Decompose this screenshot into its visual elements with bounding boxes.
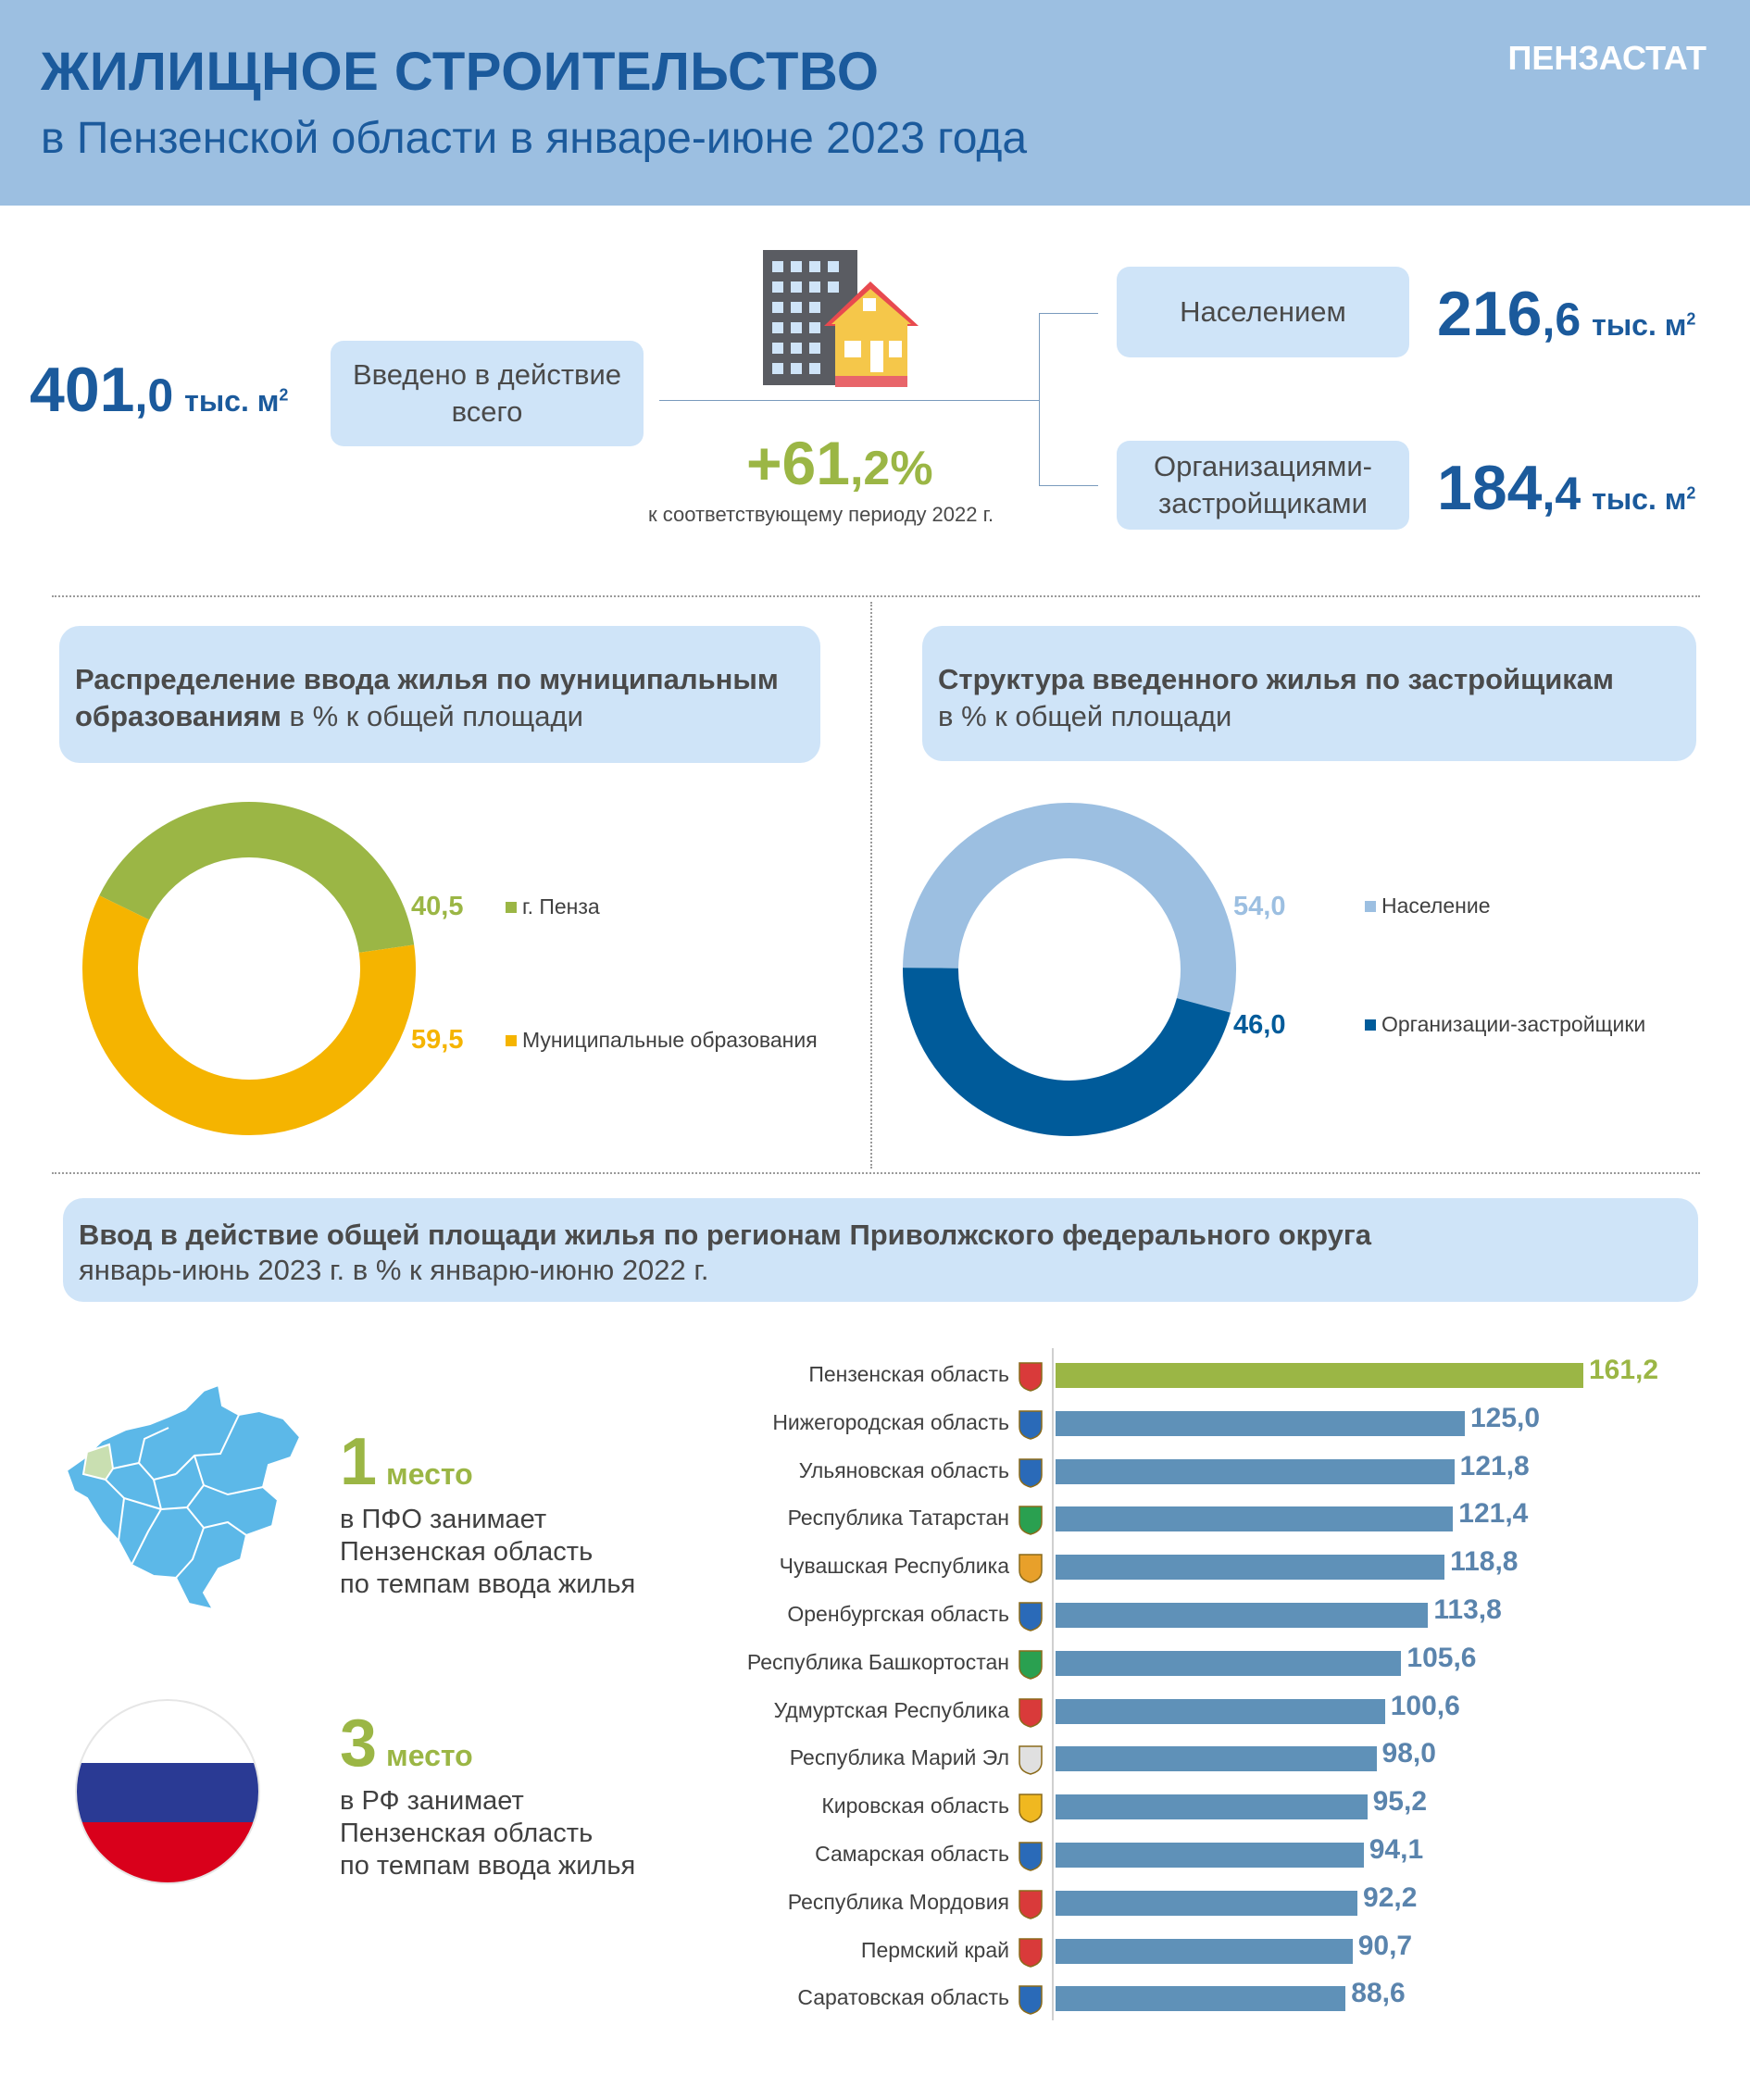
bar (1056, 1699, 1385, 1724)
page-title: ЖИЛИЩНОЕ СТРОИТЕЛЬСТВО (41, 42, 880, 102)
population-label: Населением (1180, 294, 1346, 328)
page-subtitle: в Пензенской области в январе-июне 2023 года (41, 114, 1028, 163)
divider-vertical (870, 602, 872, 1169)
bar (1056, 1363, 1583, 1388)
bar-category-label: Республика Башкортостан (746, 1649, 1009, 1674)
developers-label: Организациями-застройщиками (1154, 449, 1372, 519)
region-emblem-icon (1017, 1792, 1044, 1823)
bar-row (0, 1879, 1750, 1927)
label-developers-value: 46,0 (1233, 1010, 1286, 1040)
legend-developers: Организации-застройщики (1365, 1012, 1645, 1037)
municipal-subtitle: в % к общей площади (281, 700, 583, 733)
total-int: 401 (30, 355, 135, 425)
region-emblem-icon (1017, 1648, 1044, 1680)
region-emblem-icon (1017, 1888, 1044, 1919)
bar-value-label: 100,6 (1390, 1690, 1460, 1721)
bar-row (0, 1782, 1750, 1831)
bar-category-label: Пермский край (860, 1937, 1009, 1962)
bar (1056, 1986, 1345, 2011)
connector-top (1039, 313, 1098, 314)
donut-slice-penza (124, 830, 386, 949)
legend-swatch-municipal (506, 1035, 517, 1046)
legend-swatch-developers (1365, 1019, 1376, 1031)
bar-row (0, 1639, 1750, 1687)
bar-category-label: Ульяновская область (798, 1457, 1009, 1482)
bar (1056, 1891, 1357, 1916)
legend-population: Население (1365, 894, 1490, 919)
divider-top (52, 595, 1700, 597)
bar-category-label: Самарская область (815, 1842, 1009, 1866)
region-emblem-icon (1017, 1840, 1044, 1871)
bar-row (0, 1399, 1750, 1447)
bar-value-label: 98,0 (1381, 1738, 1436, 1769)
total-unit: тыс. $м^2$ (184, 384, 289, 418)
region-emblem-icon (1017, 1408, 1044, 1440)
legend-swatch-penza (506, 902, 517, 913)
bar-value-label: 92,2 (1363, 1881, 1418, 1913)
total-label-box (331, 341, 644, 446)
legend-municipal: Муниципальные образования (506, 1028, 818, 1053)
building-house-icon (759, 246, 926, 394)
bar (1056, 1411, 1465, 1436)
brand-label: ПЕНЗАСТАТ (1507, 39, 1706, 77)
donut-slice-developers (931, 968, 1204, 1108)
region-emblem-icon (1017, 1936, 1044, 1968)
rank-pfo: 1 место (340, 1425, 473, 1499)
bar-category-label: Республика Татарстан (787, 1506, 1009, 1531)
structure-donut (898, 798, 1241, 1141)
bar-category-label: Республика Марий Эл (789, 1745, 1009, 1770)
region-emblem-icon (1017, 1552, 1044, 1583)
bar-row (0, 1687, 1750, 1735)
bar-value-label: 94,1 (1369, 1834, 1424, 1865)
bar (1056, 1506, 1453, 1531)
bar-category-label: Саратовская область (797, 1985, 1009, 2010)
bar-value-label: 118,8 (1450, 1546, 1519, 1578)
bar (1056, 1459, 1455, 1484)
regions-title: Ввод в действие общей площади жилья по регионам Приволжского федерального округа (79, 1219, 1372, 1251)
structure-title: Структура введенного жилья по застройщикам (938, 663, 1614, 695)
bar-row (0, 1831, 1750, 1879)
growth-note: к соответствующему периоду 2022 г. (648, 503, 994, 526)
bar (1056, 1651, 1401, 1676)
bar (1056, 1603, 1428, 1628)
bar (1056, 1555, 1444, 1580)
bar-value-label: 161,2 (1589, 1355, 1659, 1385)
developers-value: 184,4 тыс. $м^2$ (1437, 453, 1696, 523)
region-emblem-icon (1017, 1360, 1044, 1392)
bar-row (0, 1447, 1750, 1495)
divider-bottom (52, 1172, 1700, 1174)
total-dec: ,0 (134, 369, 174, 421)
bar-value-label: 95,2 (1372, 1786, 1428, 1818)
region-emblem-icon (1017, 1744, 1044, 1775)
regions-subtitle: январь-июнь 2023 г. в % к январю-июню 2022 г. (79, 1254, 709, 1287)
municipal-title-box (59, 626, 820, 763)
bar-category-label: Кировская область (821, 1794, 1009, 1819)
bar-row (0, 1351, 1750, 1399)
bar-row (0, 1974, 1750, 2022)
bar-row (0, 1591, 1750, 1639)
bar-value-label: 113,8 (1433, 1594, 1502, 1625)
bar-category-label: Пензенская область (808, 1362, 1009, 1386)
population-value: 216,6 тыс. $м^2$ (1437, 279, 1696, 349)
label-population-value: 54,0 (1233, 892, 1286, 921)
total-label: Введено в действие всего (352, 357, 622, 428)
municipal-donut (78, 797, 420, 1140)
bar (1056, 1794, 1368, 1819)
bar-value-label: 90,7 (1357, 1930, 1413, 1961)
rank-rf: 3 место (340, 1706, 473, 1781)
bar-row (0, 1543, 1750, 1591)
region-emblem-icon (1017, 1600, 1044, 1631)
bar-value-label: 121,8 (1459, 1450, 1530, 1481)
population-label-box (1117, 267, 1409, 357)
total-value (30, 354, 288, 426)
bar-category-label: Нижегородская область (772, 1409, 1009, 1434)
donut-slice-municipal (110, 907, 388, 1107)
bar-row (0, 1494, 1750, 1543)
region-emblem-icon (1017, 1456, 1044, 1488)
bar (1056, 1843, 1364, 1868)
region-emblem-icon (1017, 1504, 1044, 1535)
region-emblem-icon (1017, 1696, 1044, 1728)
municipal-title: Распределение ввода жилья по муниципальным образованиям (75, 663, 779, 733)
connector-bottom (1039, 485, 1098, 486)
structure-title-box (922, 626, 1696, 761)
bar (1056, 1939, 1353, 1964)
bar-row (0, 1734, 1750, 1782)
label-municipal-value: 59,5 (411, 1025, 464, 1055)
donut-slice-population (931, 831, 1208, 1006)
bar-value-label: 121,4 (1458, 1498, 1529, 1530)
label-penza-value: 40,5 (411, 892, 464, 921)
bar-category-label: Чувашская Республика (779, 1554, 1009, 1579)
legend-swatch-population (1365, 901, 1376, 912)
region-emblem-icon (1017, 1983, 1044, 2015)
rank-rf-text: в РФ занимает Пензенская область по темпам ввода жилья (340, 1786, 636, 1881)
bar-category-label: Удмуртская Республика (773, 1697, 1009, 1722)
regions-title-box (63, 1198, 1698, 1302)
connector-line (659, 400, 1039, 401)
bar-value-label: 105,6 (1406, 1642, 1477, 1673)
bar-category-label: Республика Мордовия (787, 1889, 1009, 1914)
developers-label-box (1117, 441, 1409, 530)
bar-value-label: 88,6 (1351, 1978, 1406, 2009)
structure-subtitle: в % к общей площади (938, 700, 1232, 733)
bar (1056, 1746, 1377, 1771)
growth-value (746, 428, 933, 498)
connector-vertical (1039, 313, 1040, 485)
bar-category-label: Оренбургская область (787, 1602, 1009, 1626)
header-banner (0, 0, 1750, 206)
growth-dec: ,2% (849, 442, 933, 495)
growth-int: +61 (746, 429, 850, 497)
bar-row (0, 1927, 1750, 1975)
rank-pfo-text: в ПФО занимает Пензенская область по темпам ввода жилья (340, 1505, 636, 1599)
bar-value-label: 125,0 (1469, 1402, 1541, 1433)
legend-penza: г. Пенза (506, 894, 600, 919)
